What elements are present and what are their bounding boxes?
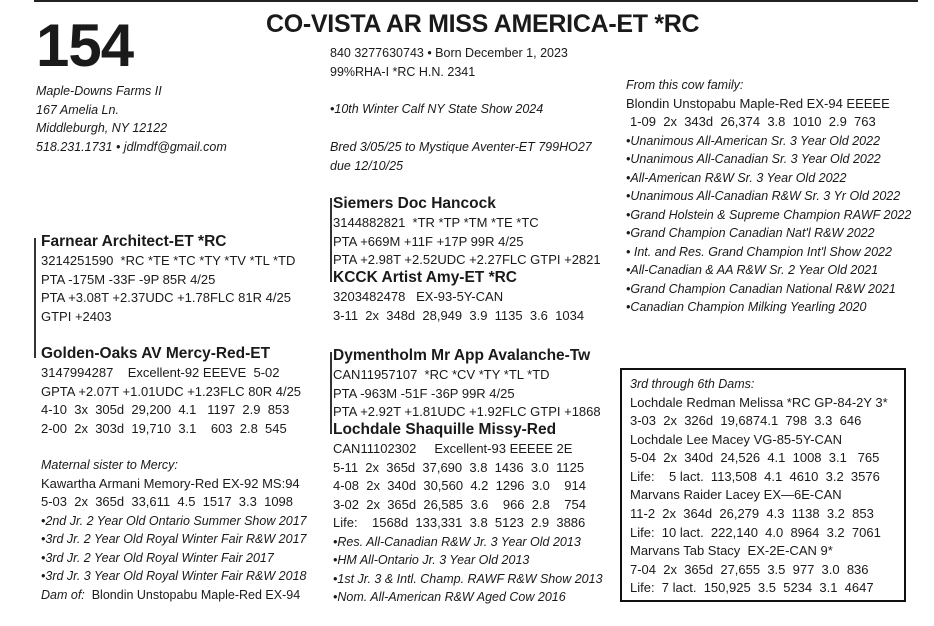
cow-family-award: •Grand Champion Canadian National R&W 2021: [626, 281, 896, 296]
sire-line: PTA +2.98T +2.52UDC +2.27FLC GTPI +2821: [333, 252, 601, 268]
granddam-block: [41, 344, 301, 438]
dam-of-label: Dam of:: [41, 587, 85, 602]
paternal-grandsire-block: [333, 346, 601, 422]
maternal-grandsire-name: Farnear Architect-ET *RC: [41, 233, 227, 250]
cow-family-header: From this cow family:: [626, 78, 744, 92]
consignor-name: Maple-Downs Farms II: [36, 84, 162, 98]
dam-bracket: [34, 238, 36, 358]
granddam-line: 3147994287 Excellent-92 EEEVE 5-02: [41, 365, 280, 380]
cow-family-award: •Grand Champion Canadian Nat'l R&W 2022: [626, 226, 875, 241]
pgs-line: PTA -963M -51F -36P 99R 4/25: [333, 385, 515, 401]
sire-block: [333, 194, 601, 270]
granddam-line: 2-00 2x 303d 19,710 3.1 603 2.8 545: [41, 420, 287, 436]
dam-of-line: [41, 586, 307, 605]
pgs-line: CAN11957107 *RC *CV *TY *TL *TD: [333, 367, 550, 382]
sire-bracket: [330, 198, 332, 282]
dams-box-line: 11-2 2x 364d 26,279 4.3 1138 3.2 853: [630, 506, 874, 522]
top-rule: [34, 0, 918, 2]
maternal-sister-award: •3rd Jr. 3 Year Old Royal Winter Fair R&W 2018: [41, 569, 307, 584]
paternal-granddam-block: [333, 420, 603, 607]
cow-family-award: •Canadian Champion Milking Yearling 2020: [626, 300, 867, 315]
granddam-line: GPTA +2.07T +1.01UDC +1.23FLC 80R 4/25: [41, 383, 302, 399]
maternal-sister-block: [41, 456, 307, 604]
cow-family-award: •All-Canadian & AA R&W Sr. 2 Year Old 2021: [626, 263, 879, 278]
sire-name: Siemers Doc Hancock: [333, 195, 496, 212]
cow-family-block: [626, 76, 911, 317]
dams-box-line: Marvans Raider Lacey EX—6E-CAN: [630, 487, 842, 503]
maternal-sister-award: •3rd Jr. 2 Year Old Royal Winter Fair 2017: [41, 550, 274, 565]
dam-line: 3203482478 EX-93-5Y-CAN: [333, 289, 504, 304]
maternal-sister-header: Maternal sister to Mercy:: [41, 458, 178, 472]
lot-number: 154: [36, 12, 134, 79]
dams-box-header: 3rd through 6th Dams:: [630, 377, 755, 391]
pgd-award: •Res. All-Canadian R&W Jr. 3 Year Old 2013: [333, 534, 581, 549]
dams-box-line: Life: 7 lact. 150,925 3.5 5234 3.1 4647: [630, 580, 874, 596]
granddam-name: Golden-Oaks AV Mercy-Red-ET: [41, 345, 271, 362]
pgd-award: •Nom. All-American R&W Aged Cow 2016: [333, 590, 566, 605]
pgd-award: •HM All-Ontario Jr. 3 Year Old 2013: [333, 553, 530, 568]
dam-block: [333, 268, 584, 325]
paternal-grandsire-name: Dymentholm Mr App Avalanche-Tw: [333, 347, 591, 364]
consignor-block: [36, 82, 227, 156]
paternal-granddam-name: Lochdale Shaquille Missy-Red: [333, 421, 557, 438]
bred-line: Bred 3/05/25 to Mystique Aventer-ET 799HO27: [330, 140, 592, 154]
cow-family-award: • Int. and Res. Grand Champion Int'l Show 2022: [626, 244, 892, 259]
dams-box-line: Lochdale Lee Macey VG-85-5Y-CAN: [630, 431, 842, 447]
animal-info: [330, 44, 568, 81]
dams-box-line: Life: 5 lact. 113,508 4.1 4610 3.2 3576: [630, 468, 880, 484]
cow-family-award: •Unanimous All-Canadian R&W Sr. 3 Yr Old 2022: [626, 189, 901, 204]
pgs-line: PTA +2.92T +1.81UDC +1.92FLC GTPI +1868: [333, 404, 601, 420]
mgs-line: PTA +3.08T +2.37UDC +1.78FLC 81R 4/25: [41, 290, 291, 306]
dams-box-line: 5-04 2x 340d 24,526 4.1 1008 3.1 765: [630, 450, 880, 466]
pgd-line: Life: 1568d 133,331 3.8 5123 2.9 3886: [333, 515, 586, 531]
maternal-sister-line: Kawartha Armani Memory-Red EX-92 MS:94: [41, 475, 300, 491]
animal-id-line: 840 3277630743 • Born December 1, 2023: [330, 46, 568, 60]
maternal-sister-award: •3rd Jr. 2 Year Old Royal Winter Fair R&W 2017: [41, 532, 307, 547]
consignor-street: 167 Amelia Ln.: [36, 102, 119, 117]
pgd-line: CAN11102302 Excellent-93 EEEEE 2E: [333, 441, 573, 456]
cow-family-award: •All-American R&W Sr. 3 Year Old 2022: [626, 170, 847, 185]
due-line: due 12/10/25: [330, 158, 403, 173]
maternal-sister-line: 5-03 2x 365d 33,611 4.5 1517 3.3 1098: [41, 494, 294, 510]
cow-family-award: •Grand Holstein & Supreme Champion RAWF 2022: [626, 207, 912, 222]
dams-box-line: Marvans Tab Stacy EX-2E-CAN 9*: [630, 543, 833, 559]
dams-box-content: [630, 375, 888, 598]
dam-name: KCCK Artist Amy-ET *RC: [333, 269, 518, 286]
dam-line: 3-11 2x 348d 28,949 3.9 1135 3.6 1034: [333, 307, 585, 323]
cow-family-award: •Unanimous All-American Sr. 3 Year Old 2022: [626, 133, 881, 148]
dams-box-line: Life: 10 lact. 222,140 4.0 8964 3.2 7061: [630, 524, 881, 540]
dams-box-line: 7-04 2x 365d 27,655 3.5 977 3.0 836: [630, 561, 869, 577]
animal-genetics: 99%RHA-I *RC H.N. 2341: [330, 64, 476, 79]
pgd-line: 5-11 2x 365d 37,690 3.8 1436 3.0 1125: [333, 459, 585, 475]
mgs-line: PTA -175M -33F -9P 85R 4/25: [41, 271, 216, 287]
consignor-contact: 518.231.1731 • jdlmdf@gmail.com: [36, 139, 227, 154]
consignor-city: Middleburgh, NY 12122: [36, 121, 168, 135]
pgd-line: 4-08 2x 340d 30,560 4.2 1296 3.0 914: [333, 478, 586, 494]
sire-line: PTA +669M +11F +17P 99R 4/25: [333, 233, 524, 249]
dams-box-line: Lochdale Redman Melissa *RC GP-84-2Y 3*: [630, 394, 888, 410]
sire-line: 3144882821 *TR *TP *TM *TE *TC: [333, 215, 539, 230]
dam-of-name: Blondin Unstopabu Maple-Red EX-94: [91, 587, 301, 602]
pgd-line: 3-02 2x 365d 26,585 3.6 966 2.8 754: [333, 496, 586, 512]
breeding-info: [330, 138, 592, 175]
cow-family-record: 1-09 2x 343d 26,374 3.8 1010 2.9 763: [630, 114, 876, 130]
dams-box: [620, 368, 906, 602]
pgd-award: •1st Jr. 3 & Intl. Champ. RAWF R&W Show 2013: [333, 571, 603, 586]
maternal-grandsire-block: [41, 232, 295, 326]
mgs-line: 3214251590 *RC *TE *TC *TY *TV *TL *TD: [41, 253, 296, 268]
page-title: CO-VISTA AR MISS AMERICA-ET *RC: [266, 10, 700, 38]
granddam-line: 4-10 3x 305d 29,200 4.1 1197 2.9 853: [41, 402, 290, 418]
mgs-line: GTPI +2403: [41, 308, 112, 324]
maternal-sister-award: •2nd Jr. 2 Year Old Ontario Summer Show 2017: [41, 513, 307, 528]
cow-family-award: •Unanimous All-Canadian Sr. 3 Year Old 2022: [626, 152, 881, 167]
dams-box-line: 3-03 2x 326d 19,6874.1 798 3.3 646: [630, 413, 862, 429]
paternal-bracket: [330, 352, 332, 434]
cow-family-name: Blondin Unstopabu Maple-Red EX-94 EEEEE: [626, 95, 890, 111]
animal-award: •10th Winter Calf NY State Show 2024: [330, 102, 544, 116]
